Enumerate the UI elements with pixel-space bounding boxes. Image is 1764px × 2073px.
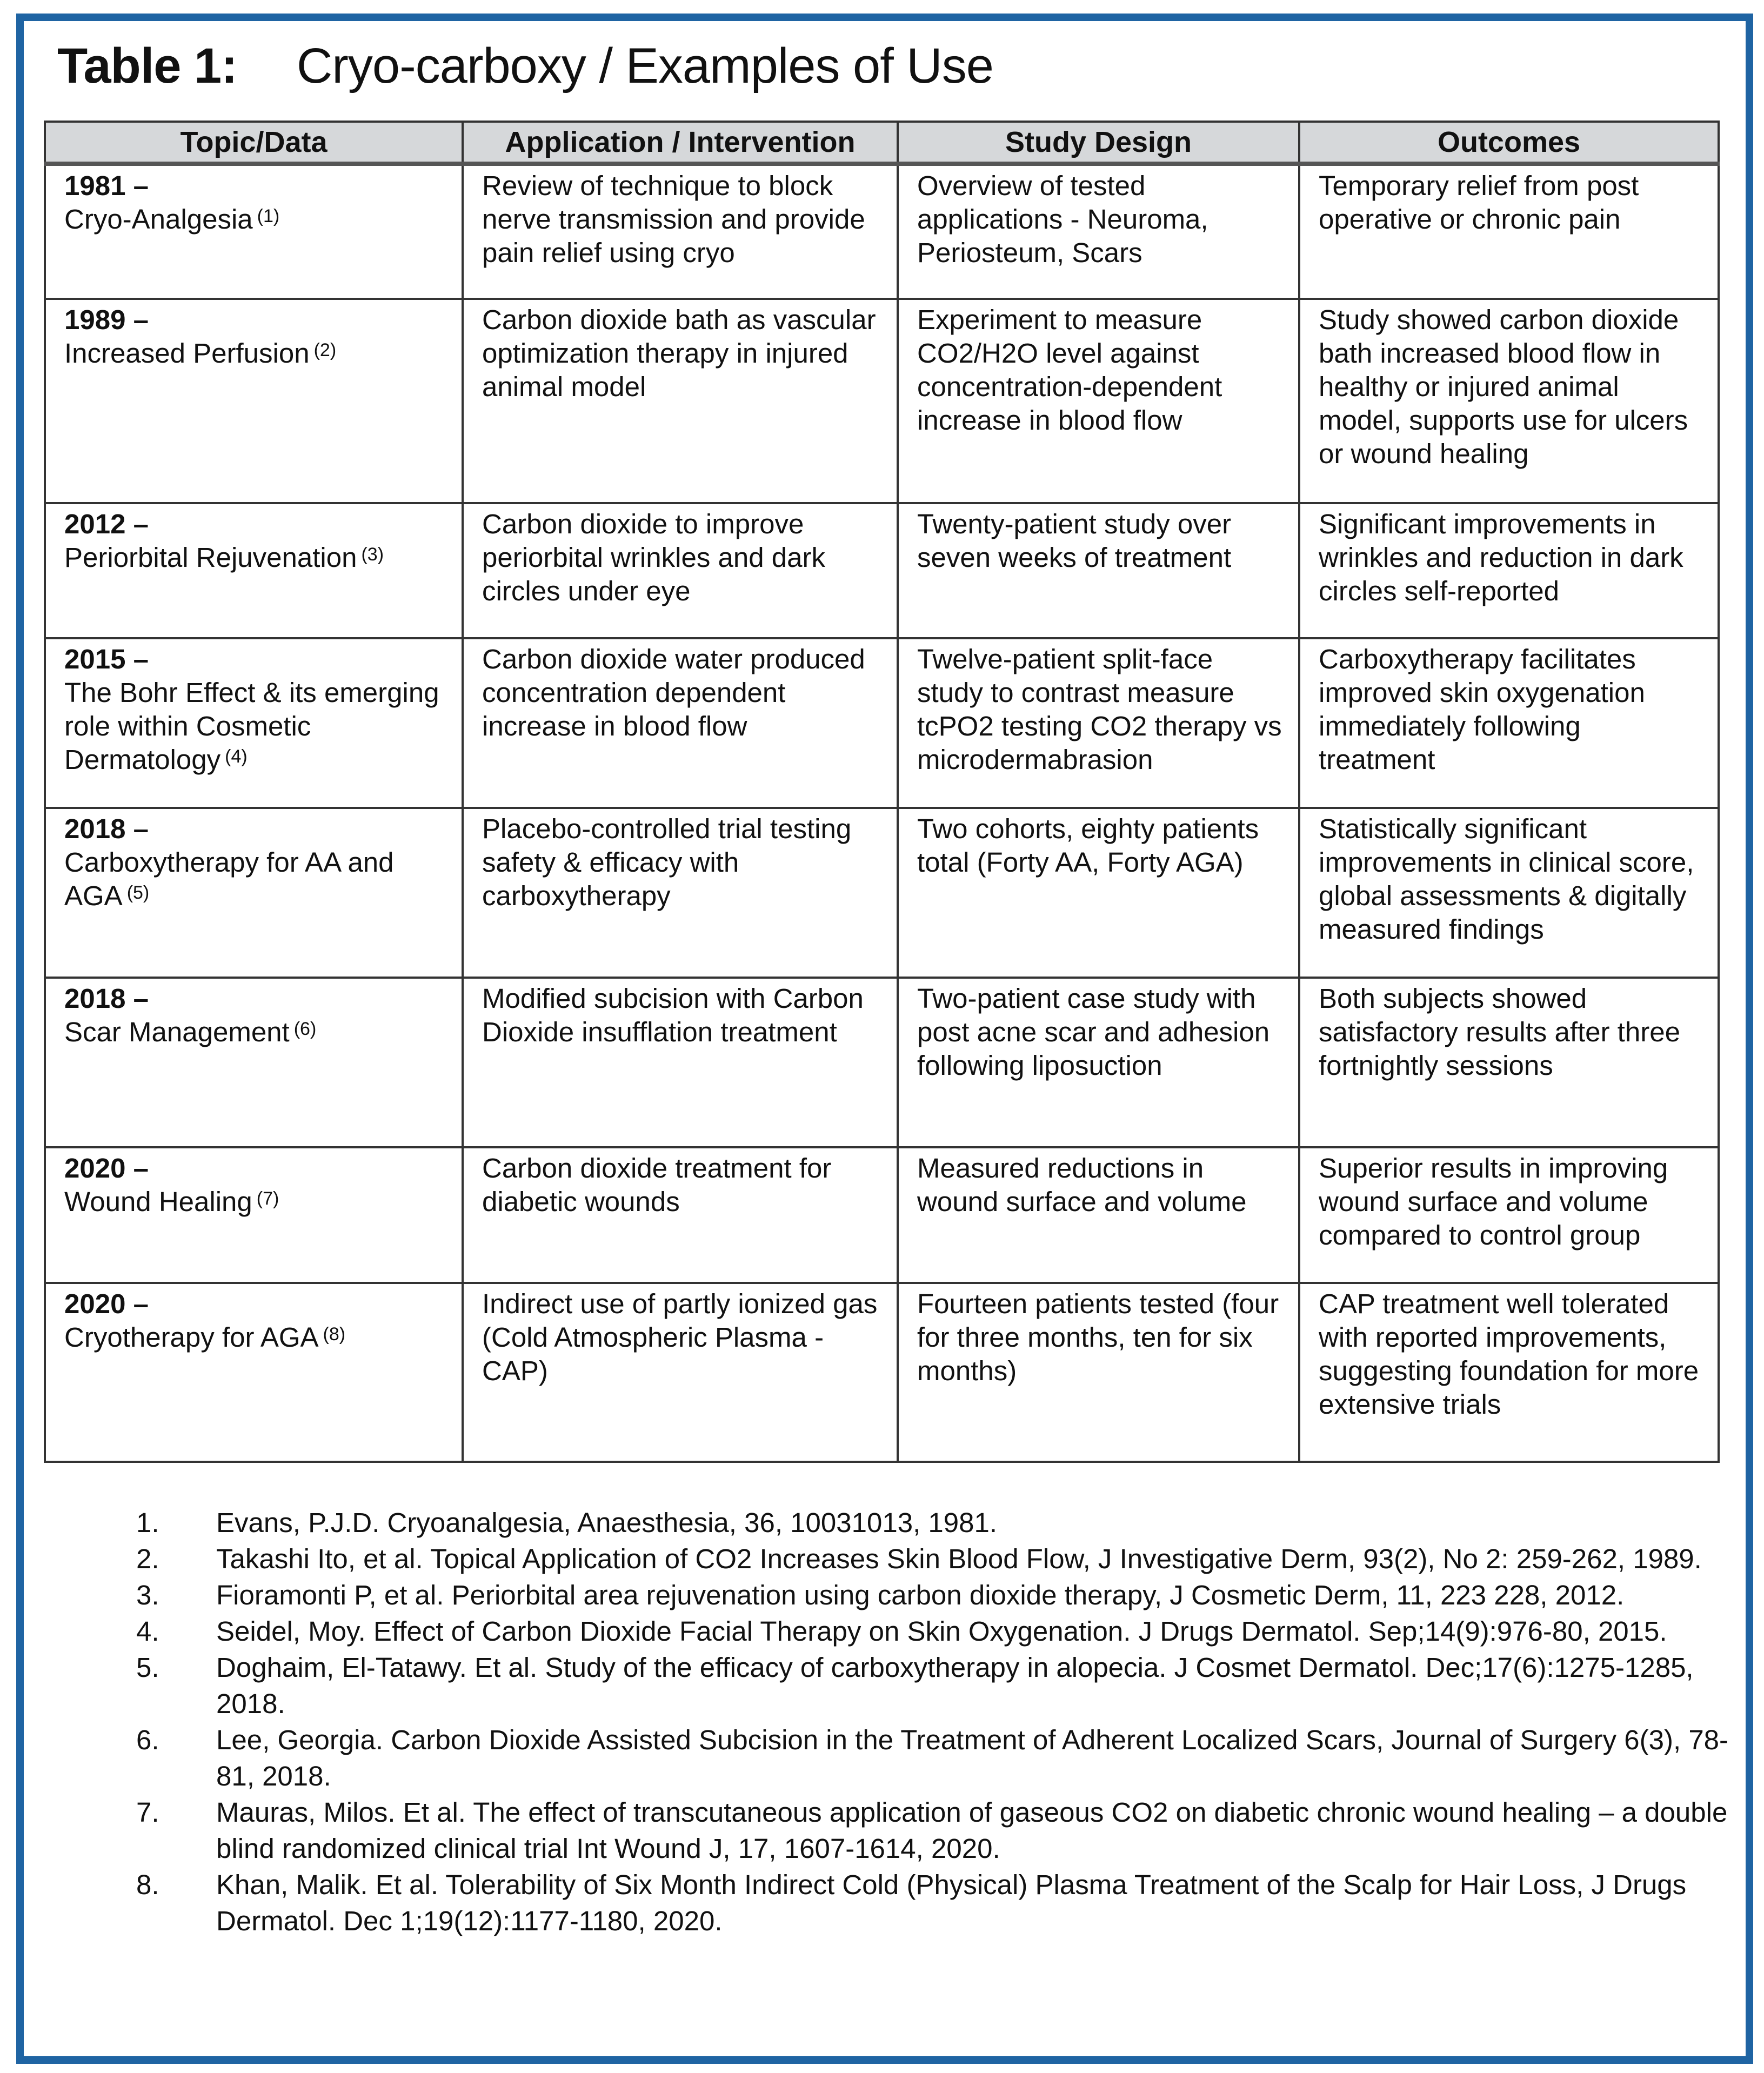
row-topic: Periorbital Rejuvenation [64,542,357,573]
ref-marker: (1) [257,206,280,226]
cell-design: Two cohorts, eighty patients total (Forty AA, Forty AGA) [898,808,1299,978]
row-topic: The Bohr Effect & its emerging role within Cosmetic Dermatology [64,677,439,775]
header-outcomes: Outcomes [1299,122,1719,164]
table-row [45,503,1719,638]
reference-item: 3. Fioramonti P, et al. Periorbital area rejuvenation using carbon dioxide therapy, J Cosmetic Derm, 11, 223 228, 2012. [136,1580,1625,1610]
cell-outcome: Temporary relief from post operative or chronic pain [1299,164,1719,299]
cell-topic [45,978,463,1147]
row-year: 2018 – [64,983,149,1014]
cell-application: Carbon dioxide treatment for diabetic wounds [463,1147,898,1283]
reference-item: 7. Mauras, Milos. Et al. The effect of transcutaneous application of gaseous CO2 on diabetic chronic wound healing – a double blind randomized clinical trial Int Wound J, 17, 1607-1614, 2020. [136,1797,1728,1864]
row-topic: Increased Perfusion [64,338,310,369]
cell-topic [45,299,463,503]
ref-marker: (4) [225,746,248,767]
ref-marker: (3) [361,544,384,565]
cell-design: Two-patient case study with post acne scar and adhesion following liposuction [898,978,1299,1147]
ref-marker: (2) [313,340,337,360]
references-list [136,1504,1736,1939]
row-topic: Scar Management [64,1017,290,1047]
cell-outcome: Both subjects showed satisfactory results after three fortnightly sessions [1299,978,1719,1147]
table-row [45,1147,1719,1283]
table-row [45,164,1719,299]
cell-application: Carbon dioxide bath as vascular optimization therapy in injured animal model [463,299,898,503]
row-topic: Wound Healing [64,1186,252,1217]
cell-topic [45,164,463,299]
cell-outcome: Superior results in improving wound surface and volume compared to control group [1299,1147,1719,1283]
cell-outcome: Carboxytherapy facilitates improved skin oxygenation immediately following treatment [1299,638,1719,808]
table-number: Table 1: [57,38,237,93]
row-topic: Carboxytherapy for AA and AGA [64,847,394,911]
reference-item: 2. Takashi Ito, et al. Topical Application of CO2 Increases Skin Blood Flow, J Investigative Derm, 93(2), No 2: 259-262, 1989. [136,1543,1702,1574]
header-row [45,122,1719,164]
header-application: Application / Intervention [463,122,898,164]
reference-item: 6. Lee, Georgia. Carbon Dioxide Assisted Subcision in the Treatment of Adherent Localized Scars, Journal of Surgery 6(3), 78-81, 2018. [136,1724,1729,1791]
cell-application: Placebo-controlled trial testing safety & efficacy with carboxytherapy [463,808,898,978]
cell-outcome: Significant improvements in wrinkles and reduction in dark circles self-reported [1299,503,1719,638]
header-design: Study Design [898,122,1299,164]
table-row [45,808,1719,978]
ref-marker: (6) [293,1019,317,1039]
cell-design: Overview of tested applications - Neuroma, Periosteum, Scars [898,164,1299,299]
cell-application: Carbon dioxide to improve periorbital wrinkles and dark circles under eye [463,503,898,638]
reference-item: 4. Seidel, Moy. Effect of Carbon Dioxide Facial Therapy on Skin Oxygenation. J Drugs Dermatol. Sep;14(9):976-80, 2015. [136,1616,1667,1647]
cell-outcome: Study showed carbon dioxide bath increased blood flow in healthy or injured animal model, supports use for ulcers or wound healing [1299,299,1719,503]
cell-design: Experiment to measure CO2/H2O level against concentration-dependent increase in blood flow [898,299,1299,503]
cell-design: Measured reductions in wound surface and volume [898,1147,1299,1283]
cell-topic [45,503,463,638]
row-year: 2020 – [64,1153,149,1183]
cell-topic [45,1147,463,1283]
document-frame [16,14,1753,2064]
cell-outcome: CAP treatment well tolerated with reported improvements, suggesting foundation for more extensive trials [1299,1283,1719,1462]
reference-item: 1. Evans, P.J.D. Cryoanalgesia, Anaesthesia, 36, 10031013, 1981. [136,1507,998,1538]
cell-design: Fourteen patients tested (four for three months, ten for six months) [898,1283,1299,1462]
header-topic: Topic/Data [45,122,463,164]
table-row [45,299,1719,503]
reference-item: 5. Doghaim, El-Tatawy. Et al. Study of the efficacy of carboxytherapy in alopecia. J Cosmet Dermatol. Dec;17(6):1275-1285, 2018. [136,1652,1694,1719]
table-caption: Cryo-carboxy / Examples of Use [296,38,993,93]
table-row [45,638,1719,808]
ref-marker: (5) [126,882,150,903]
cell-topic [45,638,463,808]
ref-marker: (7) [256,1188,279,1209]
row-year: 1989 – [64,304,149,335]
row-year: 2018 – [64,813,149,844]
cell-design: Twelve-patient split-face study to contrast measure tcPO2 testing CO2 therapy vs microdermabrasion [898,638,1299,808]
row-year: 2012 – [64,509,149,539]
row-topic: Cryotherapy for AGA [64,1322,319,1353]
table-row [45,978,1719,1147]
cell-application: Indirect use of partly ionized gas (Cold Atmospheric Plasma - CAP) [463,1283,898,1462]
row-year: 2015 – [64,644,149,674]
ref-marker: (8) [323,1324,346,1345]
reference-item: 8. Khan, Malik. Et al. Tolerability of Six Month Indirect Cold (Physical) Plasma Treatment of the Scalp for Hair Loss, J Drugs Dermatol. Dec 1;19(12):1177-1180, 2020. [136,1869,1687,1936]
table-title [57,36,993,96]
table-row [45,1283,1719,1462]
cell-outcome: Statistically significant improvements in clinical score, global assessments & digitally measured findings [1299,808,1719,978]
cell-application: Review of technique to block nerve transmission and provide pain relief using cryo [463,164,898,299]
cell-design: Twenty-patient study over seven weeks of treatment [898,503,1299,638]
cell-topic [45,808,463,978]
cell-application: Modified subcision with Carbon Dioxide insufflation treatment [463,978,898,1147]
cell-application: Carbon dioxide water produced concentration dependent increase in blood flow [463,638,898,808]
examples-table [44,121,1720,1463]
row-year: 2020 – [64,1288,149,1319]
row-topic: Cryo-Analgesia [64,204,253,235]
cell-topic [45,1283,463,1462]
row-year: 1981 – [64,170,149,201]
